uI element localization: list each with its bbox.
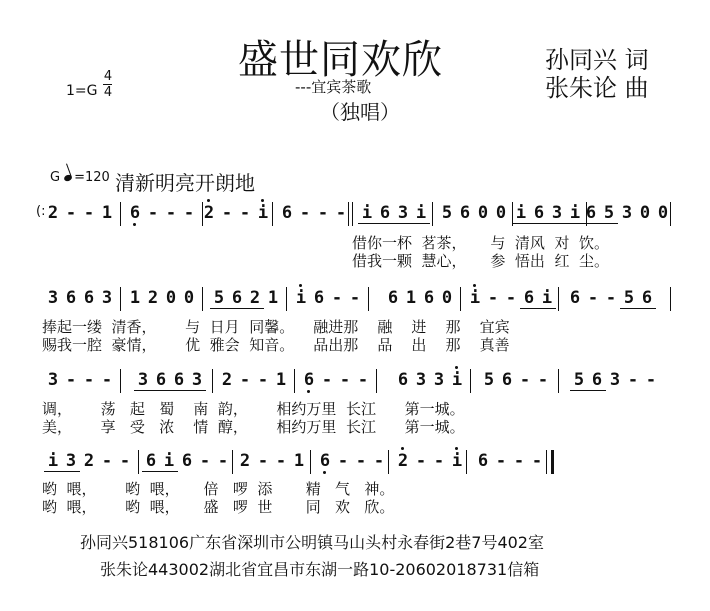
measure: 2 - - 1	[47, 203, 113, 223]
measure: 6 - - -	[477, 451, 543, 471]
measure: 6 1 6 0	[387, 288, 453, 308]
measure: 6 5 3 0 0	[582, 200, 672, 226]
measure: 6 3 3 i	[394, 367, 466, 393]
measure: i - - 6 i	[466, 285, 556, 311]
composer-credit: 张朱论 曲	[545, 74, 649, 102]
measure: 3 6 6 3	[134, 367, 206, 393]
tempo-value: =120	[74, 170, 110, 185]
lyric-line: 哟 喂， 哟 喂， 倍 啰 添 精 气 神。	[42, 480, 395, 498]
song-subtitle: ---宜宾茶歌	[295, 78, 372, 96]
time-signature-bottom: 4	[103, 85, 113, 100]
lyric-line: 借你一杯 茗茶， 与 清风 对 饮。	[352, 234, 609, 252]
measure: 6 - - -	[281, 203, 347, 223]
measure: 2 - - 1	[221, 370, 287, 390]
measure: i 6 3 i	[358, 200, 430, 226]
measure: 3 - - -	[47, 370, 113, 390]
composer-address: 张朱论443002湖北省宜昌市东湖一路10-20602018731信箱	[100, 560, 540, 579]
measure: 2 - - 1	[239, 451, 305, 471]
quarter-note-icon	[63, 173, 73, 181]
measure: 6 - - -	[126, 200, 198, 226]
key-signature: 1=G	[66, 83, 98, 99]
measure: 5 6 2 1	[210, 285, 282, 311]
time-signature-top: 4	[103, 69, 113, 84]
measure: 5 6 3 - -	[570, 367, 660, 393]
measure: 6 - - -	[300, 367, 372, 393]
lyric-line: 哟 喂， 哟 喂， 盛 啰 世 同 欢 欣。	[42, 498, 395, 516]
score-line-4	[42, 448, 672, 474]
measure: 1 2 0 0	[129, 288, 195, 308]
lyric-line: 借我一颗 慧心， 参 悟出 红 尘。	[352, 252, 609, 270]
lyricist-address: 孙同兴518106广东省深圳市公明镇马山头村永春街2巷7号402室	[80, 533, 544, 552]
measure: i 6 - -	[292, 285, 364, 311]
measure: 5 6 0 0	[441, 203, 507, 223]
measure: 6 - - -	[316, 448, 388, 474]
measure: 6 - - 5 6	[566, 285, 656, 311]
measure: 2 - - i	[200, 200, 272, 226]
lyric-line: 赐我一腔 豪情， 优 雅会 知音。 品出那 品 出 那 真善	[42, 336, 510, 354]
score-line-3	[42, 367, 672, 393]
song-title: 盛世同欢欣	[238, 37, 443, 83]
time-signature	[103, 70, 113, 99]
tempo-description: 清新明亮开朗地	[115, 171, 255, 195]
lyricist-credit: 孙同兴 词	[545, 46, 649, 74]
lyric-line: 捧起一缕 清香， 与 日月 同馨。 融进那 融 进 那 宜宾	[42, 318, 510, 336]
performance-type: （独唱）	[320, 100, 400, 124]
repeat-sign: (:	[36, 204, 46, 219]
measure: i 3 2 - -	[44, 448, 134, 474]
tempo-marking	[50, 170, 110, 185]
score-line-1	[36, 200, 672, 226]
lyric-line: 美， 享 受 浓 情 醇， 相约万里 长江 第一城。	[42, 418, 465, 436]
measure: 3 6 6 3	[47, 288, 113, 308]
tempo-key: G	[50, 170, 61, 185]
measure: 2 - - i	[394, 448, 466, 474]
measure: 6 i 6 - -	[142, 448, 232, 474]
score-line-2	[42, 285, 672, 311]
lyric-line: 调， 荡 起 蜀 南 韵， 相约万里 长江 第一城。	[42, 400, 465, 418]
measure: i 6 3 i	[512, 200, 584, 226]
measure: 5 6 - -	[483, 370, 549, 390]
